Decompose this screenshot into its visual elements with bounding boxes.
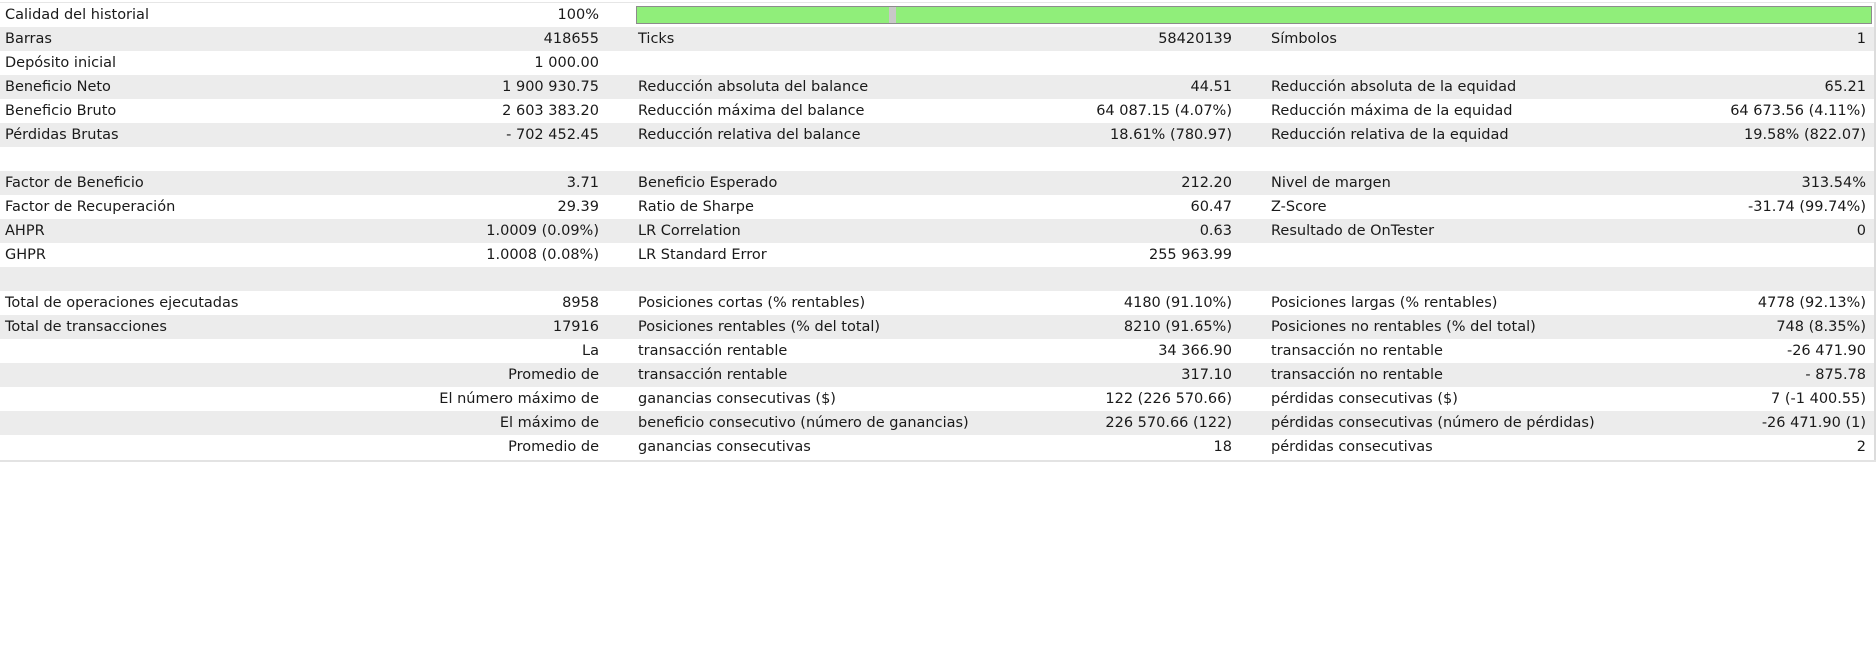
stat-value-col3: 4778 (92.13%) — [1757, 295, 1866, 311]
stats-row — [0, 195, 1876, 219]
stat-label-col3: Resultado de OnTester — [1271, 223, 1435, 239]
stat-label-col2: Ticks — [638, 31, 675, 47]
stat-label-col3: Nivel de margen — [1271, 175, 1391, 191]
stat-value-col2: 212.20 — [1181, 175, 1232, 191]
stat-value-col3: 748 (8.35%) — [1776, 319, 1866, 335]
stat-label-col2: Reducción absoluta del balance — [638, 79, 869, 95]
stat-value-col1: - 702 452.45 — [506, 127, 599, 143]
stat-label-col1: Beneficio Bruto — [5, 103, 117, 119]
stats-row — [0, 171, 1876, 195]
stat-value-col1: 1 900 930.75 — [502, 79, 599, 95]
stats-row — [0, 219, 1876, 243]
stat-value-col3: -26 471.90 (1) — [1761, 415, 1866, 431]
stat-label-col2: beneficio consecutivo (número de ganancias) — [638, 415, 969, 431]
stats-row — [0, 147, 1876, 171]
stat-value-col1: 1 000.00 — [534, 55, 599, 71]
stat-value-col1: 2 603 383.20 — [502, 103, 599, 119]
stats-row — [0, 123, 1876, 147]
stat-label-col2: transacción rentable — [638, 367, 788, 383]
stats-rows — [0, 27, 1876, 459]
stats-row — [0, 75, 1876, 99]
stat-label-col1: Factor de Recuperación — [5, 199, 176, 215]
stat-value-col2: 18 — [1213, 439, 1232, 455]
history-quality-bar-marker — [889, 7, 896, 23]
stat-value-col2: 226 570.66 (122) — [1105, 415, 1232, 431]
stats-row — [0, 411, 1876, 435]
stat-label-col3: Z-Score — [1271, 199, 1327, 215]
stat-label-col3: pérdidas consecutivas (número de pérdidas) — [1271, 415, 1595, 431]
stats-row — [0, 387, 1876, 411]
stat-value-col3: 2 — [1856, 439, 1866, 455]
history-quality-bar — [636, 6, 1872, 24]
stat-value-col1: El máximo de — [499, 415, 599, 431]
stats-row — [0, 291, 1876, 315]
stat-label-col1: GHPR — [5, 247, 46, 263]
stat-value-col2: 255 963.99 — [1148, 247, 1232, 263]
stat-value-col3: 7 (-1 400.55) — [1771, 391, 1866, 407]
stat-value-col1: Promedio de — [508, 439, 599, 455]
stat-label-col3: Posiciones largas (% rentables) — [1271, 295, 1498, 311]
stat-label-col1: Factor de Beneficio — [5, 175, 144, 191]
stats-row — [0, 363, 1876, 387]
stats-row — [0, 315, 1876, 339]
stats-row — [0, 435, 1876, 459]
stat-label-col3: Posiciones no rentables (% del total) — [1271, 319, 1536, 335]
stats-row — [0, 243, 1876, 267]
stat-value-col1: 3.71 — [566, 175, 599, 191]
stat-label-col1: Depósito inicial — [5, 55, 117, 71]
stat-value-col3: 19.58% (822.07) — [1744, 127, 1866, 143]
stats-row — [0, 267, 1876, 291]
stat-label-col3: Reducción máxima de la equidad — [1271, 103, 1513, 119]
stat-value-col1: 1.0009 (0.09%) — [486, 223, 599, 239]
stat-label-col3: Reducción relativa de la equidad — [1271, 127, 1509, 143]
stat-value-col2: 18.61% (780.97) — [1110, 127, 1232, 143]
stat-value-col2: 34 366.90 — [1158, 343, 1232, 359]
stat-label-col1: Pérdidas Brutas — [5, 127, 119, 143]
stat-value-col3: 313.54% — [1801, 175, 1866, 191]
stat-label-col1: AHPR — [5, 223, 45, 239]
stats-row — [0, 27, 1876, 51]
stats-row — [0, 339, 1876, 363]
stat-value-col1: 8958 — [562, 295, 599, 311]
backtest-report-table — [0, 2, 1876, 459]
stat-value-col2: 60.47 — [1190, 199, 1232, 215]
stat-value-col2: 44.51 — [1190, 79, 1232, 95]
stat-label-col1: Beneficio Neto — [5, 79, 111, 95]
stat-label-col3: pérdidas consecutivas ($) — [1271, 391, 1458, 407]
stat-label-col2: Ratio de Sharpe — [638, 199, 754, 215]
stat-value-col1: La — [582, 343, 599, 359]
history-quality-bar-fill — [637, 7, 1871, 23]
history-quality-row — [0, 3, 1876, 27]
stat-value-col2: 122 (226 570.66) — [1105, 391, 1232, 407]
stats-row — [0, 99, 1876, 123]
stat-label-col2: LR Correlation — [638, 223, 741, 239]
history-quality-value: 100% — [557, 7, 599, 23]
stat-value-col3: - 875.78 — [1805, 367, 1866, 383]
stat-value-col2: 4180 (91.10%) — [1123, 295, 1232, 311]
stat-value-col2: 64 087.15 (4.07%) — [1096, 103, 1232, 119]
stat-label-col2: Posiciones rentables (% del total) — [638, 319, 881, 335]
stat-label-col2: ganancias consecutivas — [638, 439, 811, 455]
stat-value-col3: 0 — [1856, 223, 1866, 239]
stat-label-col1: Barras — [5, 31, 52, 47]
stat-value-col1: Promedio de — [508, 367, 599, 383]
stat-value-col2: 8210 (91.65%) — [1123, 319, 1232, 335]
stat-value-col3: 65.21 — [1824, 79, 1866, 95]
stat-value-col1: 29.39 — [557, 199, 599, 215]
stat-label-col3: transacción no rentable — [1271, 343, 1443, 359]
stat-label-col3: Reducción absoluta de la equidad — [1271, 79, 1517, 95]
stat-value-col2: 58420139 — [1158, 31, 1232, 47]
stat-value-col1: 17916 — [552, 319, 599, 335]
stat-value-col1: El número máximo de — [439, 391, 599, 407]
stat-label-col3: pérdidas consecutivas — [1271, 439, 1433, 455]
stat-value-col1: 418655 — [543, 31, 599, 47]
stat-value-col2: 317.10 — [1181, 367, 1232, 383]
stat-value-col2: 0.63 — [1199, 223, 1232, 239]
stat-value-col1: 1.0008 (0.08%) — [486, 247, 599, 263]
stat-value-col3: 1 — [1856, 31, 1866, 47]
stats-row — [0, 51, 1876, 75]
stat-value-col3: -31.74 (99.74%) — [1748, 199, 1866, 215]
stat-label-col1: Total de transacciones — [5, 319, 167, 335]
stat-label-col3: transacción no rentable — [1271, 367, 1443, 383]
bottom-border — [0, 460, 1876, 462]
stat-label-col2: ganancias consecutivas ($) — [638, 391, 836, 407]
history-quality-label: Calidad del historial — [5, 7, 149, 23]
stat-label-col2: LR Standard Error — [638, 247, 767, 263]
stat-label-col2: transacción rentable — [638, 343, 788, 359]
stat-label-col2: Posiciones cortas (% rentables) — [638, 295, 866, 311]
stat-label-col2: Reducción máxima del balance — [638, 103, 865, 119]
stat-value-col3: -26 471.90 — [1786, 343, 1866, 359]
stat-value-col3: 64 673.56 (4.11%) — [1730, 103, 1866, 119]
stat-label-col2: Beneficio Esperado — [638, 175, 778, 191]
stat-label-col2: Reducción relativa del balance — [638, 127, 861, 143]
stat-label-col1: Total de operaciones ejecutadas — [5, 295, 239, 311]
stat-label-col3: Símbolos — [1271, 31, 1337, 47]
